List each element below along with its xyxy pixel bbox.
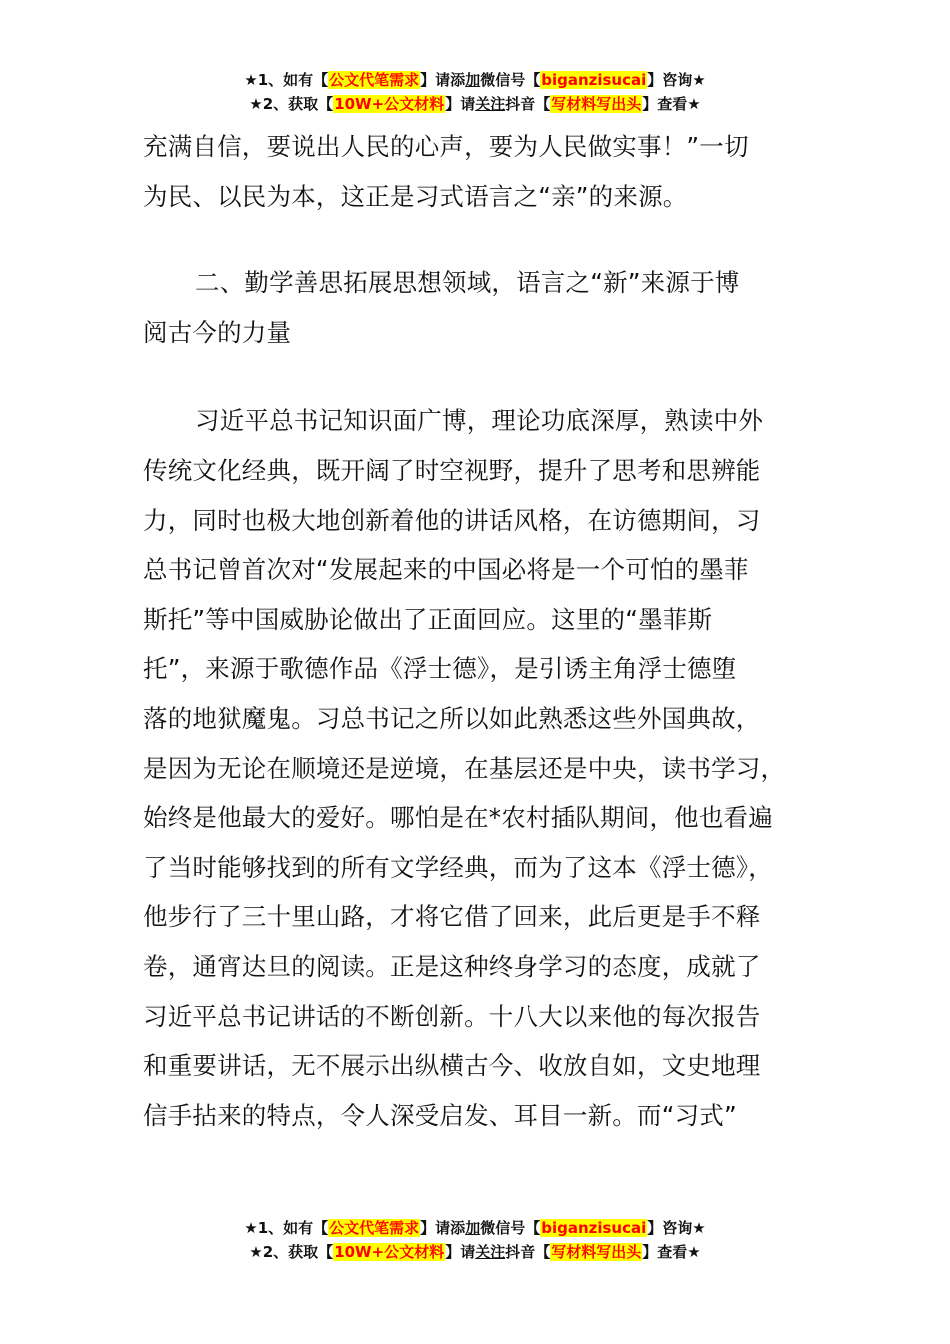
highlight-wechat-id: biganzisucai (541, 71, 647, 89)
paragraph-line: 他步行了三十里山路，才将它借了回来，此后更是手不释 (143, 902, 761, 932)
text-line: 充满自信，要说出人民的心声，要为人民做实事！”一切 (143, 132, 749, 161)
paragraph-line: 习近平总书记讲话的不断创新。十八大以来他的每次报告 (143, 1001, 761, 1031)
paragraph-line: 斯托”等中国威胁论做出了正面回应。这里的“墨菲斯 (143, 604, 713, 634)
section-heading-line: 二、勤学善思拓展思想领域，语言之“新”来源于博 (195, 268, 740, 298)
banner-line-2: ★2、获取【10W+公文材料】请关注抖音【写材料写出头】查看★ (249, 1243, 701, 1261)
header-banner (0, 68, 950, 116)
section-heading-line: 阅古今的力量 (143, 317, 292, 347)
highlight-writing-service: 公文代笔需求 (329, 71, 420, 89)
banner-line-1: ★1、如有【公文代笔需求】请添加微信号【biganzisucai】咨询★ (244, 1219, 706, 1237)
highlight-writing-service: 公文代笔需求 (329, 1219, 420, 1237)
paragraph-line: 卷，通宵达旦的阅读。正是这种终身学习的态度，成就了 (143, 951, 761, 981)
paragraph-line: 信手拈来的特点，令人深受启发、耳目一新。而“习式” (143, 1100, 737, 1130)
highlight-wechat-id: biganzisucai (541, 1219, 647, 1237)
footer-banner (0, 1216, 950, 1264)
paragraph-line: 力，同时也极大地创新着他的讲话风格，在访德期间，习 (143, 505, 761, 535)
paragraph-line: 习近平总书记知识面广博，理论功底深厚，熟读中外 (195, 406, 764, 436)
highlight-douyin: 写材料写出头 (551, 1243, 642, 1261)
banner-line-1: ★1、如有【公文代笔需求】请添加微信号【biganzisucai】咨询★ (244, 71, 706, 89)
paragraph-line: 和重要讲话，无不展示出纵横古今、收放自如，文史地理 (143, 1051, 761, 1081)
highlight-materials: 10W+公文材料 (334, 1243, 445, 1261)
highlight-douyin: 写材料写出头 (551, 95, 642, 113)
paragraph-line: 了当时能够找到的所有文学经典，而为了这本《浮士德》， (143, 852, 773, 882)
text-line: 为民、以民为本，这正是习式语言之“亲”的来源。 (143, 181, 688, 211)
document-body (143, 122, 808, 1140)
paragraph-line: 始终是他最大的爱好。哪怕是在*农村插队期间，他也看遍 (143, 803, 773, 833)
paragraph-line: 是因为无论在顺境还是逆境，在基层还是中央，读书学习， (143, 753, 786, 783)
paragraph-line: 传统文化经典，既开阔了时空视野，提升了思考和思辨能 (143, 455, 761, 485)
paragraph-line: 总书记曾首次对“发展起来的中国必将是一个可怕的墨菲 (143, 555, 749, 585)
paragraph-line: 落的地狱魔鬼。习总书记之所以如此熟悉这些外国典故， (143, 703, 761, 733)
banner-line-2: ★2、获取【10W+公文材料】请关注抖音【写材料写出头】查看★ (249, 95, 701, 113)
paragraph-line: 托”，来源于歌德作品《浮士德》，是引诱主角浮士德堕 (143, 654, 737, 684)
highlight-materials: 10W+公文材料 (334, 95, 445, 113)
